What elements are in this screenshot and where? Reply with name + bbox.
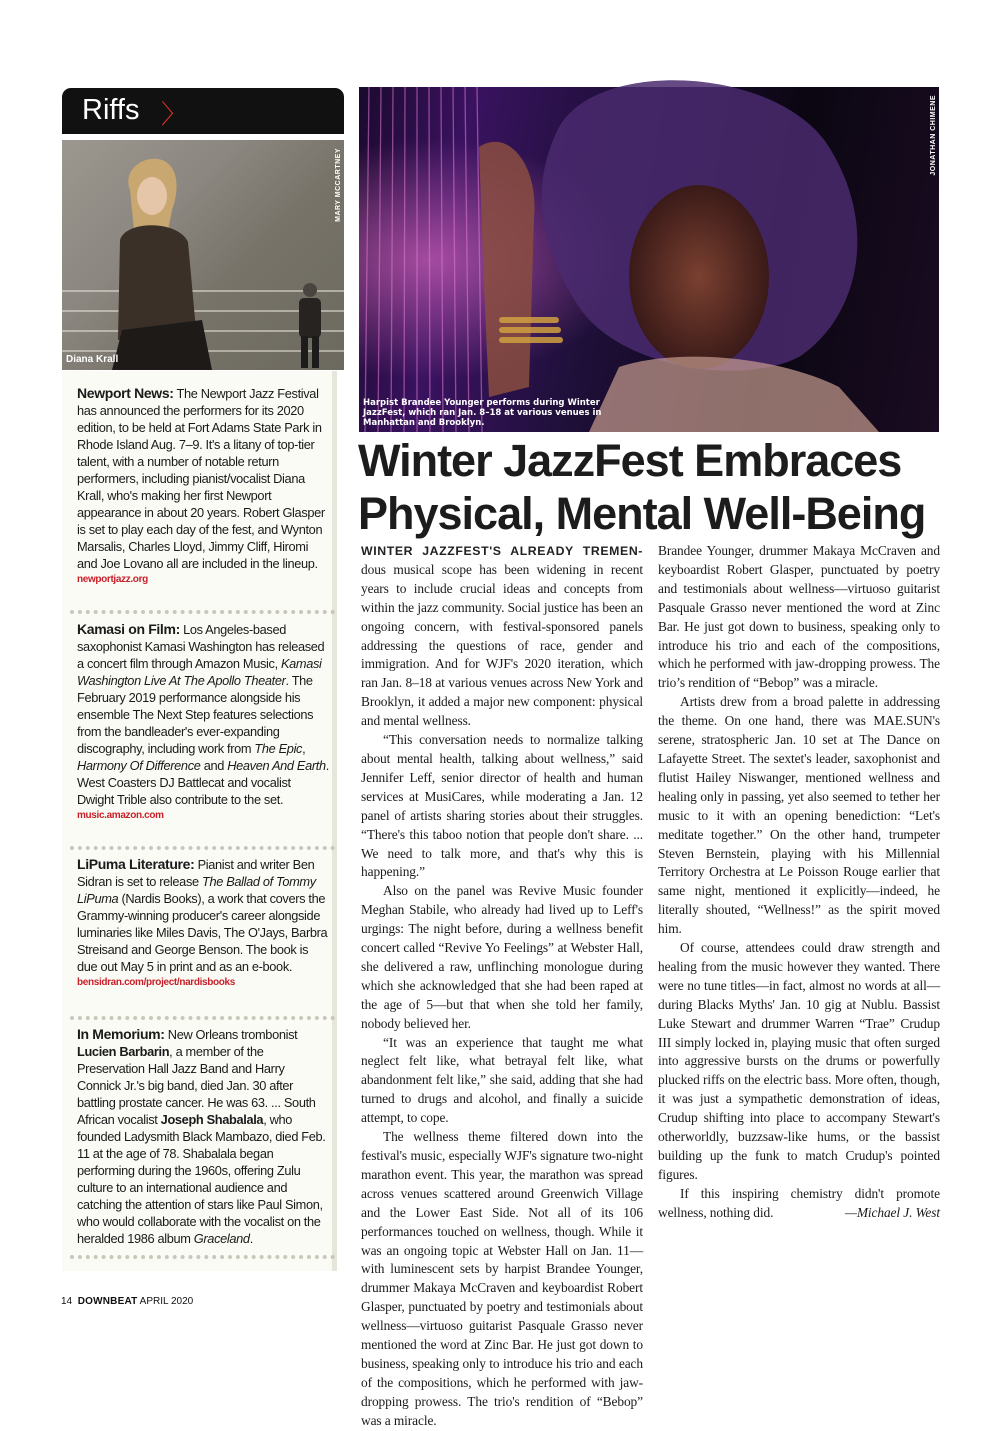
album-title: The Epic bbox=[254, 741, 303, 756]
section-header bbox=[62, 88, 344, 134]
news-item-newport bbox=[77, 385, 329, 587]
photo-illustration bbox=[359, 87, 939, 432]
article-paragraph: “This conversation needs to normalize talking about mental health, talking about wellness,” said Jennifer Leff, senior director of health and human services at MusiCares, while moderating a Jan. 12 panel of artists sharing stories about their struggles. “There's this taboo notion that people don't share. ... We need to talk more, and that's why this is happening.” bbox=[361, 732, 643, 880]
news-item-link[interactable]: newportjazz.org bbox=[77, 574, 148, 585]
article-lead-in: WINTER JAZZFEST'S ALREADY TREMEN- bbox=[361, 544, 643, 558]
news-item-text: , bbox=[302, 741, 306, 756]
issue-date: APRIL 2020 bbox=[139, 1296, 194, 1307]
news-item-heading: In Memorium: bbox=[77, 1026, 165, 1042]
divider bbox=[70, 1016, 335, 1020]
news-item-heading: Newport News: bbox=[77, 385, 174, 401]
news-item-text: Los Angeles-based saxophonist Kamasi Washington has released a concert film through Amazon Music, bbox=[77, 622, 325, 671]
person-name: Lucien Barbarin bbox=[77, 1044, 170, 1059]
news-item-text: (Nardis Books), a work that covers the Grammy-winning producer's career alongside luminaries like Miles Davis, The O'Jays, Barbra Streisand and George Benson. The book is due out May 5 in print and as an e-book. bbox=[77, 891, 328, 974]
page-footer bbox=[61, 1296, 193, 1307]
divider bbox=[70, 1255, 335, 1259]
photo-caption: Diana Krall bbox=[66, 354, 119, 365]
divider bbox=[70, 610, 335, 614]
article-paragraph: “It was an experience that taught me what neglect felt like, what betrayal felt like, what abandonment felt like,” she said, adding that she had turned to drugs and alcohol, and finally a suicide attempt, to cope. bbox=[361, 1034, 643, 1126]
photo-caption: Harpist Brandee Younger performs during Winter JazzFest, which ran Jan. 8–18 at various venues in Manhattan and Brooklyn. bbox=[363, 398, 602, 428]
news-item-link[interactable]: music.amazon.com bbox=[77, 810, 164, 821]
film-title: Kamasi Washington Live At The Apollo Theater bbox=[77, 656, 322, 688]
album-title: Heaven And Earth bbox=[227, 758, 326, 773]
magazine-name: DOWNBEAT bbox=[77, 1296, 138, 1307]
photo-credit: JONATHAN CHIMENE bbox=[930, 95, 937, 176]
article-paragraph: The wellness theme filtered down into the festival's music, especially WJF's signature two-night marathon event. This year, the marathon was spread across venues scattered around Greenwich Village and the Lower East Side. Not all of its 106 performances touched on wellness, though. While it was an ongoing topic at Webster Hall on Jan. 11—with luminescent sets by harpist Brandee Younger, drummer Makaya McCraven and keyboardist Robert Glasper, punctuated by poetry and testimonials about wellness—virtuoso guitarist Pasquale Grasso never mentioned the word at Zinc Bar. He just got down to business, speaking only to introduce his trio and each of the compositions, which he performed with jaw-dropping prowess. The trio's rendition of “Bebop” was a miracle. bbox=[361, 1129, 643, 1428]
paragraph-text: If this inspiring chemistry didn't promote wellness, nothing did. bbox=[658, 1185, 940, 1220]
article-paragraph: Also on the panel was Revive Music founder Meghan Stabile, who already had lived up to Leff's urgings: The night before, during a wellness benefit concert called “Revive Yo Feelings” at Webster Hall, she delivered a raw, unflinching monologue during which she acknowledged that she had been raped at the age of 5—but that when she told her family, nobody believed her. bbox=[361, 883, 643, 1031]
news-item-text: and bbox=[200, 758, 228, 773]
section-title: Riffs bbox=[82, 94, 140, 126]
pedestrian-figure bbox=[290, 280, 330, 370]
news-item-text: . West Coasters DJ Battlecat and vocalist Dwight Trible also contribute to the set. bbox=[77, 758, 329, 807]
news-item-text: , who founded Ladysmith Black Mambazo, died Feb. 11 at the age of 78. Shabalala began performing during the 1960s, offering Zulu culture to an international audience and catching the attention of stars like Paul Simon, who would collaborate with the vocalist on the heralded 1986 album bbox=[77, 1112, 326, 1246]
paragraph-text: dous musical scope has been widening in recent years to include crucial ideas and concepts from within the jazz community. Social justice has been an ongoing concern, with festival-sponsored panels addressing the questions of race, gender and immigration. And for WJF's 2020 iteration, which ran Jan. 8–18 at various venues across New York and Brooklyn, it added a major new component: physical and mental wellness. bbox=[361, 561, 643, 729]
news-item-heading: LiPuma Literature: bbox=[77, 856, 195, 872]
news-item-text: The Newport Jazz Festival has announced the performers for its 2020 edition, to be held at Fort Adams State Park in Rhode Island Aug. 7–9. It's a litany of top-tier talent, with a number of notable return performers, including pianist/vocalist Diana Krall, who's making her first Newport appearance in about 20 years. Robert Glasper is set to play each day of the fest, and Wynton Marsalis, Charles Lloyd, Jimmy Cliff, Hiromi and Joe Lovano all are included in the lineup. bbox=[77, 386, 325, 571]
news-item-text: New Orleans trombonist bbox=[164, 1027, 298, 1042]
page-number: 14 bbox=[61, 1296, 73, 1307]
news-item-text: , a member of the Preservation Hall Jazz Band and Harry Connick Jr.'s big band, died Jan. 30 after battling prostate cancer. He was 63. ... South African vocalist bbox=[77, 1044, 316, 1127]
article-paragraph: Of course, attendees could draw strength and healing from the music however they wanted. There were no tune titles—in fact, almost no words at all—during Blacks Myths' Jan. 10 gig at Nublu. Bassist Luke Stewart and drummer Warren “Trae” Crudup III simply locked in, playing music that often surged into aggressive bursts on the drums or powerfully plucked riffs on the electric bass. More often, though, it was just a sympathetic demonstration of ideas, Crudup shifting into place to accompany Stewart's otherworldly, buzzsaw-like hums, or the bassist building up the funk to match Crudup's pointed figures. bbox=[658, 940, 940, 1182]
news-item-link[interactable]: bensidran.com/project/nardisbooks bbox=[77, 977, 235, 988]
divider bbox=[70, 846, 335, 850]
person-name: Joseph Shabalala bbox=[160, 1112, 264, 1127]
photo-credit: MARY MCCARTNEY bbox=[335, 148, 342, 222]
article-column-left bbox=[361, 542, 643, 1428]
album-title: Harmony Of Difference bbox=[77, 758, 201, 773]
article-column-right bbox=[658, 542, 940, 1223]
news-item-kamasi bbox=[77, 621, 329, 823]
portrait-figure bbox=[92, 150, 212, 370]
article-paragraph: Artists drew from a broad palette in addressing the theme. On one hand, there was MAE.SUN's serene, stratospheric Jan. 10 set at The Dance on Lafayette Street. The sextet's leader, saxophonist and flutist Hailey Niswanger, mentioned wellness and healing only in passing, yet also seemed to tether her music to it with an opening benediction: “Let's meditate together.” On the other hand, trumpeter Steven Bernstein, playing with his Millennial Territory Orchestra at Le Poisson Rouge earlier that same night, mentioned it explicitly—indeed, he literally shouted, “Wellness!” as the spirit moved him. bbox=[658, 694, 940, 937]
article-byline: —Michael J. West bbox=[845, 1204, 940, 1220]
article-paragraph bbox=[361, 542, 643, 731]
book-title: The Ballad of Tommy LiPuma bbox=[77, 874, 316, 906]
news-item-memorium bbox=[77, 1026, 329, 1247]
article-headline: Winter JazzFest Embraces Physical, Mental Well-Being bbox=[358, 435, 926, 539]
album-title: Graceland bbox=[193, 1231, 250, 1246]
news-item-heading: Kamasi on Film: bbox=[77, 621, 180, 637]
article-paragraph bbox=[658, 1185, 940, 1223]
brandee-younger-photo bbox=[359, 87, 939, 432]
news-item-text: . The February 2019 performance alongside his ensemble The Next Step features selections from the bandleader's ever-expanding discography, including work from bbox=[77, 673, 314, 756]
chevron-right-icon: 〉 bbox=[161, 99, 188, 129]
news-sidebar bbox=[62, 371, 337, 1271]
news-item-lipuma bbox=[77, 856, 329, 990]
article-paragraph: Brandee Younger, drummer Makaya McCraven and keyboardist Robert Glasper, punctuated by poetry and testimonials about wellness—virtuoso guitarist Pasquale Grasso never mentioned the word at Zinc Bar. He just got down to business, speaking only to introduce his trio and each of the compositions, which he performed with jaw-dropping prowess. The trio’s rendition of “Bebop” was a miracle. bbox=[658, 543, 940, 691]
diana-krall-photo bbox=[62, 140, 344, 370]
news-item-text: Pianist and writer Ben Sidran is set to release bbox=[77, 857, 315, 889]
news-item-text: . bbox=[249, 1231, 253, 1246]
